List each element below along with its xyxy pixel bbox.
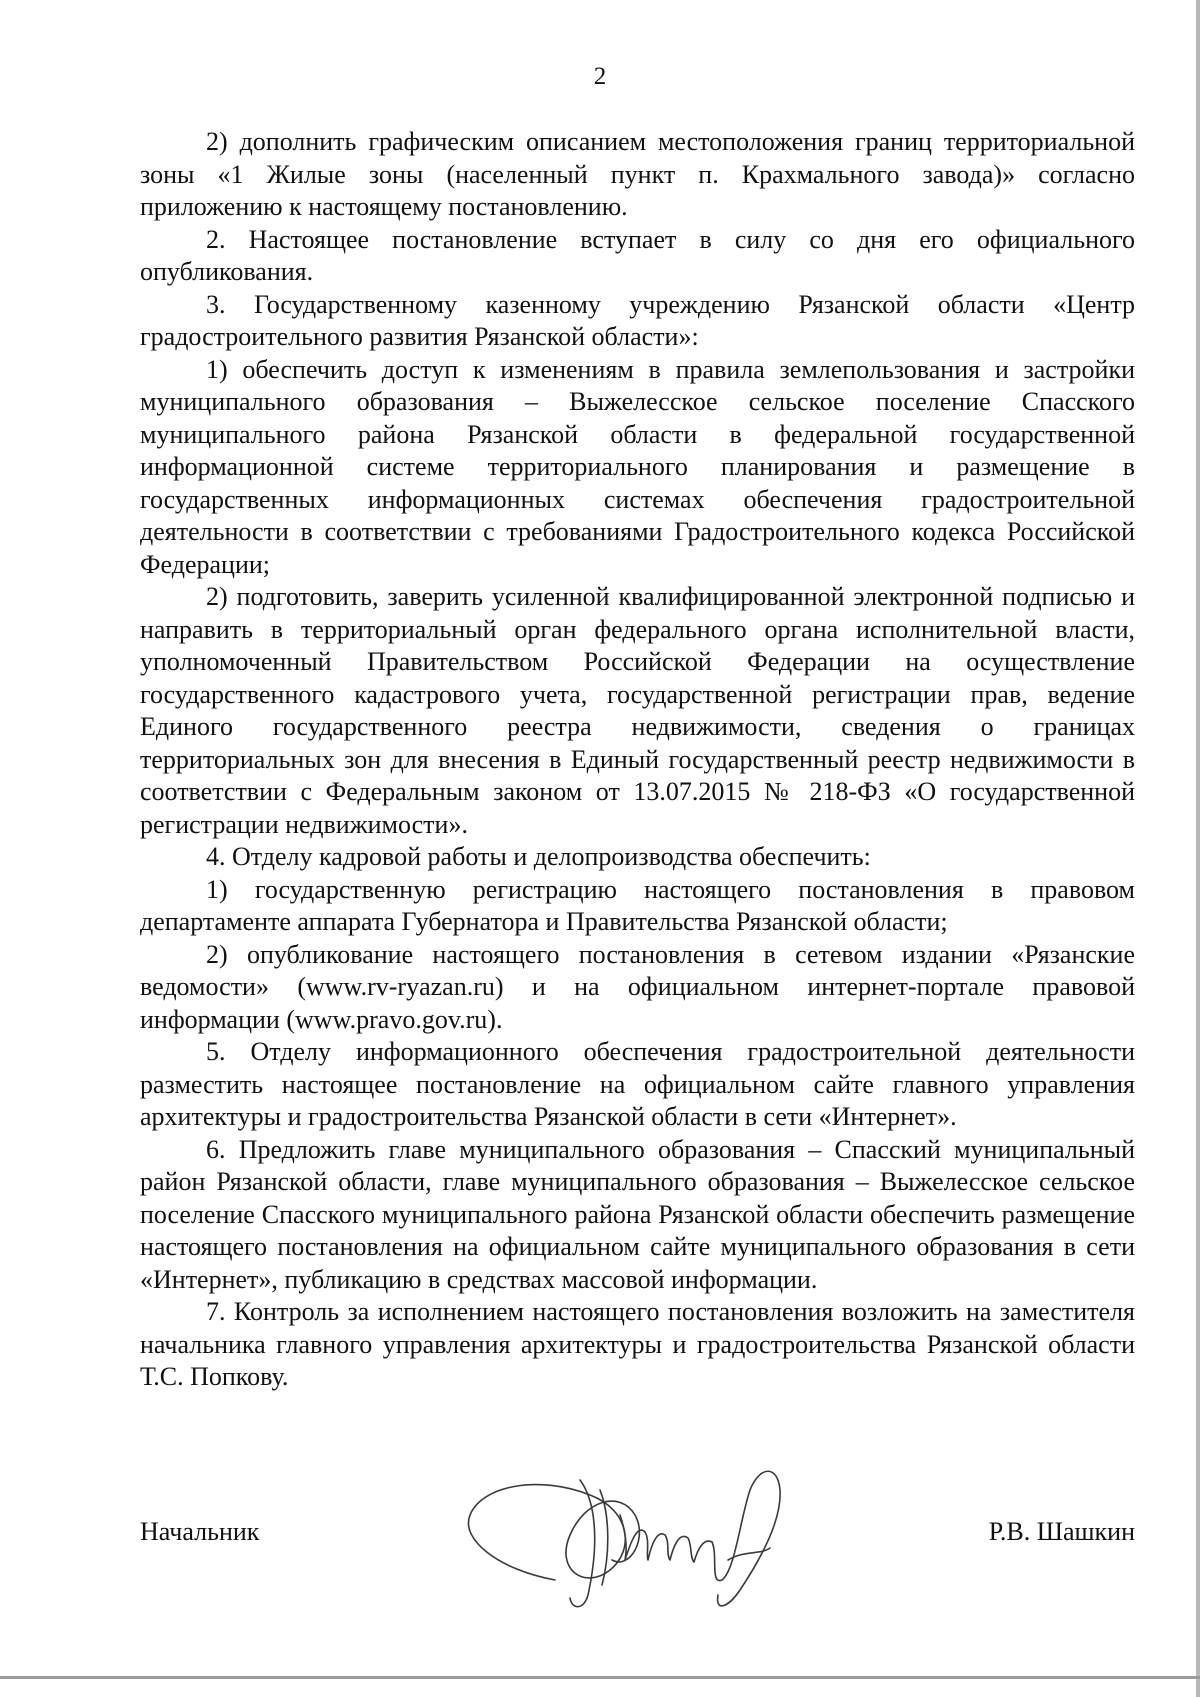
paragraph-4-records-department: 4. Отделу кадровой работы и делопроизводства обеспечить: <box>206 842 871 871</box>
paragraph-3-item-1: 1) обеспечить доступ к изменениям в правила землепользования и застройки муниципального образования – Выжелесское сельское поселение Спасского муниципального района Рязанской области в федеральной государственной информационной системе территориального планирования и размещение в государственных информационных системах обеспечения градостроительной деятельности в соответствии с требованиями Градостроительного кодекса Российской Федерации; <box>140 354 1135 579</box>
paragraph-3-item-2: 2) подготовить, заверить усиленной квалифицированной электронной подписью и направить в территориальный орган федерального органа исполнительной власти, уполномоченный Правительством Российской Федерации на осуществление государственного кадастрового учета, государственной регистрации прав, ведение Единого государственного реестра недвижимости, сведения о границах территориальных зон для внесения в Единый государственный реестр недвижимости в соответствии с Федеральным законом от 13.07.2015 № 218-ФЗ «О государственной регистрации недвижимости». <box>140 582 1135 839</box>
scan-bottom-edge <box>0 1676 1200 1679</box>
scan-edge <box>1196 0 1200 1697</box>
paragraph-4-item-2: 2) опубликование настоящего постановления в сетевом издании «Рязанские ведомости» (www.rv-ryazan.ru) и на официальном интернет-портале правовой информации (www.pravo.gov.ru). <box>140 939 1135 1034</box>
handwritten-signature <box>460 1420 790 1620</box>
paragraph-item-2-graphic-description: 2) дополнить графическим описанием местоположения границ территориальной зоны «1 Жилые зоны (населенный пункт п. Крахмального завода)» согласно приложению к настоящему постановлению. <box>140 127 1135 221</box>
document-body <box>140 126 1135 1394</box>
paragraph-6-municipal-heads: 6. Предложить главе муниципального образования – Спасский муниципальный район Рязанской области, главе муниципального образования – Выжелесское сельское поселение Спасского муниципального района Рязанской области обеспечить размещение настоящего постановления на официальном сайте муниципального образования в сети «Интернет», публикацию в средствах массовой информации. <box>140 1134 1135 1294</box>
signatory-title: Начальник <box>140 1517 260 1546</box>
paragraph-3-gku-center: 3. Государственному казенному учреждению Рязанской области «Центр градостроительного развития Рязанской области»: <box>140 289 1135 351</box>
signature-block <box>140 1510 1135 1610</box>
paragraph-5-information-department: 5. Отделу информационного обеспечения градостроительной деятельности разместить настоящее постановление на официальном сайте главного управления архитектуры и градостроительства Рязанской области в сети «Интернет». <box>140 1037 1135 1131</box>
signatory-name: Р.В. Шашкин <box>988 1517 1135 1546</box>
paragraph-4-item-1: 1) государственную регистрацию настоящего постановления в правовом департаменте аппарата Губернатора и Правительства Рязанской области; <box>140 874 1135 936</box>
paragraph-2-entry-into-force: 2. Настоящее постановление вступает в силу со дня его официального опубликования. <box>140 224 1135 286</box>
page-number: 2 <box>593 63 607 90</box>
paragraph-7-control: 7. Контроль за исполнением настоящего постановления возложить на заместителя начальника главного управления архитектуры и градостроительства Рязанской области Т.С. Попкову. <box>140 1297 1135 1391</box>
